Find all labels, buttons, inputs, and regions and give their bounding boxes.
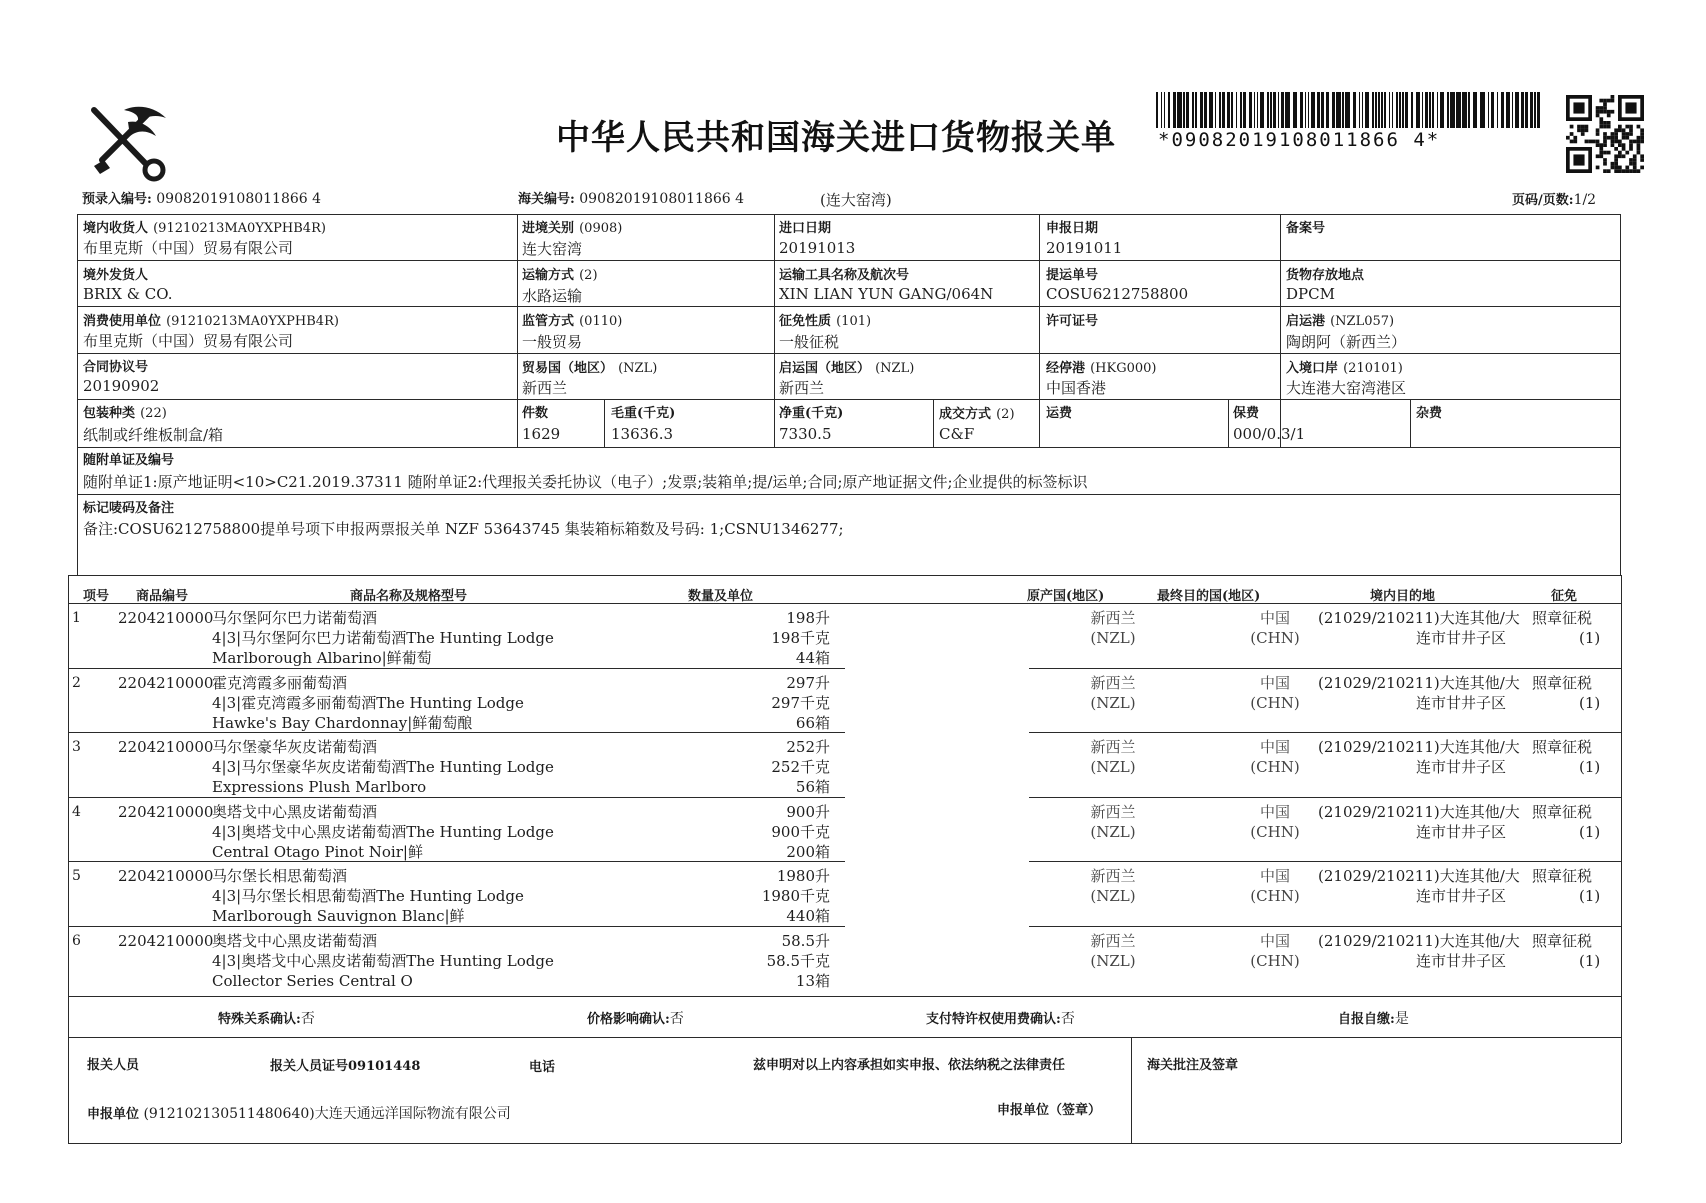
- item-name-line2: 4|3|马尔堡豪华灰皮诺葡萄酒The Hunting Lodge: [212, 758, 554, 776]
- item-origin-code: (NZL): [1090, 823, 1136, 841]
- item-domestic-dest: (21029/210211)大连其他/大: [1318, 867, 1520, 885]
- transport-mode-code: (2): [579, 268, 598, 283]
- item-dest-country-code: (CHN): [1250, 887, 1300, 905]
- item-dest-country-code: (CHN): [1250, 758, 1300, 776]
- item-qty-3: 13箱: [795, 972, 830, 990]
- contract-label: 合同协议号: [83, 360, 149, 375]
- item-dest-country: 中国: [1259, 932, 1290, 950]
- page-label: 页码/页数:: [1512, 193, 1574, 208]
- departure-port-code: (NZL057): [1330, 314, 1395, 329]
- deal-value: C&F: [939, 425, 975, 443]
- item-name-line2: 4|3|马尔堡长相思葡萄酒The Hunting Lodge: [212, 887, 524, 905]
- item-levy-code: (1): [1579, 758, 1601, 776]
- col-header-qty: 数量及单位: [688, 589, 754, 604]
- col-header-levy: 征免: [1551, 589, 1578, 604]
- item-code: 2204210000: [118, 738, 214, 756]
- page-value: 1/2: [1573, 192, 1597, 208]
- item-origin: 新西兰: [1090, 738, 1136, 756]
- item-code: 2204210000: [118, 932, 214, 950]
- item-no: 5: [72, 868, 81, 884]
- customs-no-value: 09082019108011866 4: [579, 191, 745, 207]
- item-levy: 照章征税: [1532, 609, 1593, 627]
- item-name-line3: Central Otago Pinot Noir|鲜: [212, 843, 423, 861]
- item-qty-3: 44箱: [795, 649, 830, 667]
- item-origin-code: (NZL): [1090, 758, 1136, 776]
- trade-country-code: (NZL): [618, 361, 658, 376]
- item-qty-2: 58.5千克: [766, 952, 830, 970]
- item-origin: 新西兰: [1090, 674, 1136, 692]
- item-levy: 照章征税: [1532, 803, 1593, 821]
- item-qty-1: 900升: [786, 803, 830, 821]
- item-dest-country: 中国: [1259, 674, 1290, 692]
- package-code: (22): [140, 406, 167, 421]
- consumer-code: (91210213MA0YXPHB4R): [166, 314, 339, 329]
- item-qty-2: 198千克: [771, 629, 830, 647]
- storage-label: 货物存放地点: [1286, 268, 1365, 283]
- col-header-no: 项号: [83, 589, 110, 604]
- deal-code: (2): [996, 407, 1015, 422]
- package-value: 纸制或纤维板制盒/箱: [83, 426, 224, 444]
- supervision-label: 监管方式: [522, 314, 575, 329]
- pieces-label: 件数: [522, 406, 549, 421]
- item-name-line2: 4|3|马尔堡阿尔巴力诺葡萄酒The Hunting Lodge: [212, 629, 554, 647]
- entry-port-code: (210101): [1343, 361, 1403, 376]
- shipper-label: 境外发货人: [83, 268, 149, 283]
- barcode-text: *09082019108011866 4*: [1158, 129, 1441, 151]
- item-domestic-dest: (21029/210211)大连其他/大: [1318, 932, 1520, 950]
- item-qty-3: 200箱: [786, 843, 830, 861]
- qr-code: [1566, 95, 1644, 173]
- marks-label: 标记唛码及备注: [83, 501, 175, 516]
- item-name-line1: 奥塔戈中心黑皮诺葡萄酒: [212, 932, 378, 950]
- item-domestic-dest-2: 连市甘井子区: [1416, 952, 1507, 970]
- col-header-code: 商品编号: [136, 589, 189, 604]
- docs-label: 随附单证及编号: [83, 453, 175, 468]
- package-label: 包装种类: [83, 406, 136, 421]
- consignee-label: 境内收货人: [83, 221, 149, 236]
- insurance-value: 000/0.3/1: [1233, 425, 1306, 443]
- item-qty-1: 198升: [786, 609, 830, 627]
- item-levy: 照章征税: [1532, 932, 1593, 950]
- item-qty-2: 297千克: [771, 694, 830, 712]
- item-name-line1: 霍克湾霞多丽葡萄酒: [212, 674, 348, 692]
- vessel-label: 运输工具名称及航次号: [779, 268, 910, 283]
- item-dest-country-code: (CHN): [1250, 694, 1300, 712]
- origin-country-code: (NZL): [875, 361, 915, 376]
- supervision-code: (0110): [579, 314, 623, 329]
- declaring-unit-seal: 申报单位（签章）: [997, 1103, 1102, 1118]
- item-name-line2: 4|3|奥塔戈中心黑皮诺葡萄酒The Hunting Lodge: [212, 823, 554, 841]
- price-impact-label: 价格影响确认:: [587, 1012, 670, 1027]
- transit-port-code: (HKG000): [1090, 361, 1157, 376]
- item-name-line3: Marlborough Sauvignon Blanc|鲜: [212, 907, 465, 925]
- gross-value: 13636.3: [611, 425, 674, 443]
- item-levy-code: (1): [1579, 887, 1601, 905]
- import-date-value: 20191013: [779, 239, 856, 257]
- item-no: 4: [72, 804, 81, 820]
- customs-approval-label: 海关批注及签章: [1147, 1058, 1239, 1073]
- net-label: 净重(千克): [779, 406, 844, 421]
- item-levy: 照章征税: [1532, 674, 1593, 692]
- storage-value: DPCM: [1286, 285, 1335, 303]
- self-pay-value: 是: [1394, 1011, 1409, 1027]
- item-dest-country-code: (CHN): [1250, 629, 1300, 647]
- item-qty-3: 56箱: [795, 778, 830, 796]
- item-qty-1: 58.5升: [781, 932, 830, 950]
- item-dest-country: 中国: [1259, 867, 1290, 885]
- item-no: 1: [72, 610, 81, 626]
- item-qty-2: 252千克: [771, 758, 830, 776]
- barcode: [1156, 92, 1541, 128]
- transport-mode-value: 水路运输: [522, 287, 583, 305]
- consumer-value: 布里克斯（中国）贸易有限公司: [83, 332, 294, 350]
- item-name-line3: Collector Series Central O: [212, 972, 413, 990]
- item-qty-3: 66箱: [795, 714, 830, 732]
- item-dest-country-code: (CHN): [1250, 952, 1300, 970]
- declare-date-value: 20191011: [1046, 239, 1123, 257]
- marks-value: 备注:COSU6212758800提单号项下申报两票报关单 NZF 53643745 集装箱标箱数及号码: 1;CSNU1346277;: [83, 520, 844, 538]
- item-qty-1: 1980升: [776, 867, 830, 885]
- item-code: 2204210000: [118, 674, 214, 692]
- declarant-label: 报关人员: [87, 1058, 140, 1073]
- item-origin-code: (NZL): [1090, 952, 1136, 970]
- item-name-line1: 马尔堡豪华灰皮诺葡萄酒: [212, 738, 378, 756]
- vessel-value: XIN LIAN YUN GANG/064N: [779, 285, 994, 303]
- royalty-label: 支付特许权使用费确认:: [926, 1012, 1061, 1027]
- import-date-label: 进口日期: [779, 221, 832, 236]
- item-name-line1: 马尔堡阿尔巴力诺葡萄酒: [212, 609, 378, 627]
- declaring-unit-label: 申报单位: [87, 1107, 140, 1122]
- consignee-code: (91210213MA0YXPHB4R): [153, 221, 326, 236]
- origin-country-value: 新西兰: [779, 379, 825, 397]
- customs-no-label: 海关编号:: [518, 192, 575, 207]
- item-qty-2: 1980千克: [761, 887, 830, 905]
- item-no: 3: [72, 739, 81, 755]
- item-domestic-dest-2: 连市甘井子区: [1416, 629, 1507, 647]
- col-header-domestic-dest: 境内目的地: [1370, 589, 1436, 604]
- customs-port: (连大窑湾): [820, 191, 892, 209]
- transport-mode-label: 运输方式: [522, 268, 575, 283]
- item-levy-code: (1): [1579, 629, 1601, 647]
- item-levy-code: (1): [1579, 952, 1601, 970]
- item-name-line3: Expressions Plush Marlboro: [212, 778, 427, 796]
- bl-value: COSU6212758800: [1046, 285, 1189, 303]
- departure-port-label: 启运港: [1286, 314, 1326, 329]
- misc-label: 杂费: [1416, 406, 1443, 421]
- entry-port-label: 入境口岸: [1286, 361, 1339, 376]
- item-dest-country: 中国: [1259, 609, 1290, 627]
- item-origin: 新西兰: [1090, 609, 1136, 627]
- entry-customs-value: 连大窑湾: [522, 240, 583, 258]
- item-name-line1: 奥塔戈中心黑皮诺葡萄酒: [212, 803, 378, 821]
- departure-port-value: 陶朗阿（新西兰）: [1286, 333, 1407, 351]
- declarant-cert: 报关人员证号09101448: [270, 1059, 421, 1074]
- net-value: 7330.5: [779, 425, 832, 443]
- insurance-label: 保费: [1233, 406, 1260, 421]
- pieces-value: 1629: [522, 425, 561, 443]
- gross-label: 毛重(千克): [611, 406, 676, 421]
- declaring-unit-value: (912102130511480640)大连天通远洋国际物流有限公司: [143, 1106, 511, 1122]
- item-qty-1: 252升: [786, 738, 830, 756]
- license-label: 许可证号: [1046, 314, 1099, 329]
- item-dest-country: 中国: [1259, 803, 1290, 821]
- item-levy-code: (1): [1579, 823, 1601, 841]
- item-code: 2204210000: [118, 609, 214, 627]
- item-code: 2204210000: [118, 867, 214, 885]
- legal-statement: 兹申明对以上内容承担如实申报、依法纳税之法律责任: [753, 1058, 1066, 1073]
- item-origin: 新西兰: [1090, 932, 1136, 950]
- item-domestic-dest-2: 连市甘井子区: [1416, 758, 1507, 776]
- item-name-line1: 马尔堡长相思葡萄酒: [212, 867, 348, 885]
- item-name-line2: 4|3|霍克湾霞多丽葡萄酒The Hunting Lodge: [212, 694, 524, 712]
- customs-emblem-icon: [84, 102, 174, 182]
- special-relation-value: 否: [300, 1011, 315, 1027]
- item-levy: 照章征税: [1532, 738, 1593, 756]
- preentry-label: 预录入编号:: [82, 192, 152, 207]
- item-domestic-dest: (21029/210211)大连其他/大: [1318, 803, 1520, 821]
- levy-value: 一般征税: [779, 333, 840, 351]
- item-dest-country-code: (CHN): [1250, 823, 1300, 841]
- contract-value: 20190902: [83, 377, 160, 395]
- form-title: 中华人民共和国海关进口货物报关单: [556, 118, 1116, 158]
- item-origin-code: (NZL): [1090, 887, 1136, 905]
- col-header-name: 商品名称及规格型号: [350, 589, 468, 604]
- special-relation-label: 特殊关系确认:: [218, 1012, 301, 1027]
- self-pay-label: 自报自缴:: [1338, 1012, 1395, 1027]
- trade-country-label: 贸易国（地区）: [522, 361, 614, 376]
- item-name-line3: Hawke's Bay Chardonnay|鲜葡萄酿: [212, 714, 473, 732]
- item-qty-3: 440箱: [786, 907, 830, 925]
- item-domestic-dest: (21029/210211)大连其他/大: [1318, 674, 1520, 692]
- item-qty-2: 900千克: [771, 823, 830, 841]
- item-levy-code: (1): [1579, 694, 1601, 712]
- col-header-dest-country: 最终目的国(地区): [1157, 589, 1261, 604]
- consignee-value: 布里克斯（中国）贸易有限公司: [83, 239, 294, 257]
- transit-port-label: 经停港: [1046, 361, 1086, 376]
- levy-label: 征免性质: [779, 314, 832, 329]
- phone-label: 电话: [529, 1060, 556, 1075]
- item-levy: 照章征税: [1532, 867, 1593, 885]
- transit-port-value: 中国香港: [1046, 379, 1107, 397]
- deal-label: 成交方式: [939, 407, 992, 422]
- shipper-value: BRIX & CO.: [83, 285, 173, 303]
- item-name-line3: Marlborough Albarino|鲜葡萄: [212, 649, 432, 667]
- levy-code: (101): [836, 314, 872, 329]
- supervision-value: 一般贸易: [522, 333, 583, 351]
- item-origin-code: (NZL): [1090, 629, 1136, 647]
- preentry-value: 09082019108011866 4: [156, 191, 322, 207]
- freight-label: 运费: [1046, 406, 1073, 421]
- entry-port-value: 大连港大窑湾港区: [1286, 379, 1407, 397]
- docs-value: 随附单证1:原产地证明<10>C21.2019.37311 随附单证2:代理报关委托协议（电子）;发票;装箱单;提/运单;合同;原产地证据文件;企业提供的标签标识: [83, 473, 1088, 491]
- item-qty-1: 297升: [786, 674, 830, 692]
- item-domestic-dest-2: 连市甘井子区: [1416, 887, 1507, 905]
- item-domestic-dest-2: 连市甘井子区: [1416, 823, 1507, 841]
- item-dest-country: 中国: [1259, 738, 1290, 756]
- record-no-label: 备案号: [1286, 221, 1326, 236]
- declare-date-label: 申报日期: [1046, 221, 1099, 236]
- col-header-origin: 原产国(地区): [1027, 589, 1105, 604]
- item-domestic-dest: (21029/210211)大连其他/大: [1318, 738, 1520, 756]
- consumer-label: 消费使用单位: [83, 314, 162, 329]
- trade-country-value: 新西兰: [522, 379, 568, 397]
- item-origin-code: (NZL): [1090, 694, 1136, 712]
- price-impact-value: 否: [669, 1011, 684, 1027]
- item-domestic-dest-2: 连市甘井子区: [1416, 694, 1507, 712]
- item-origin: 新西兰: [1090, 867, 1136, 885]
- origin-country-label: 启运国（地区）: [779, 361, 871, 376]
- bl-label: 提运单号: [1046, 268, 1099, 283]
- entry-customs-code: (0908): [579, 221, 623, 236]
- item-no: 6: [72, 933, 81, 949]
- item-origin: 新西兰: [1090, 803, 1136, 821]
- royalty-value: 否: [1060, 1011, 1075, 1027]
- item-domestic-dest: (21029/210211)大连其他/大: [1318, 609, 1520, 627]
- item-code: 2204210000: [118, 803, 214, 821]
- item-no: 2: [72, 675, 81, 691]
- entry-customs-label: 进境关别: [522, 221, 575, 236]
- item-name-line2: 4|3|奥塔戈中心黑皮诺葡萄酒The Hunting Lodge: [212, 952, 554, 970]
